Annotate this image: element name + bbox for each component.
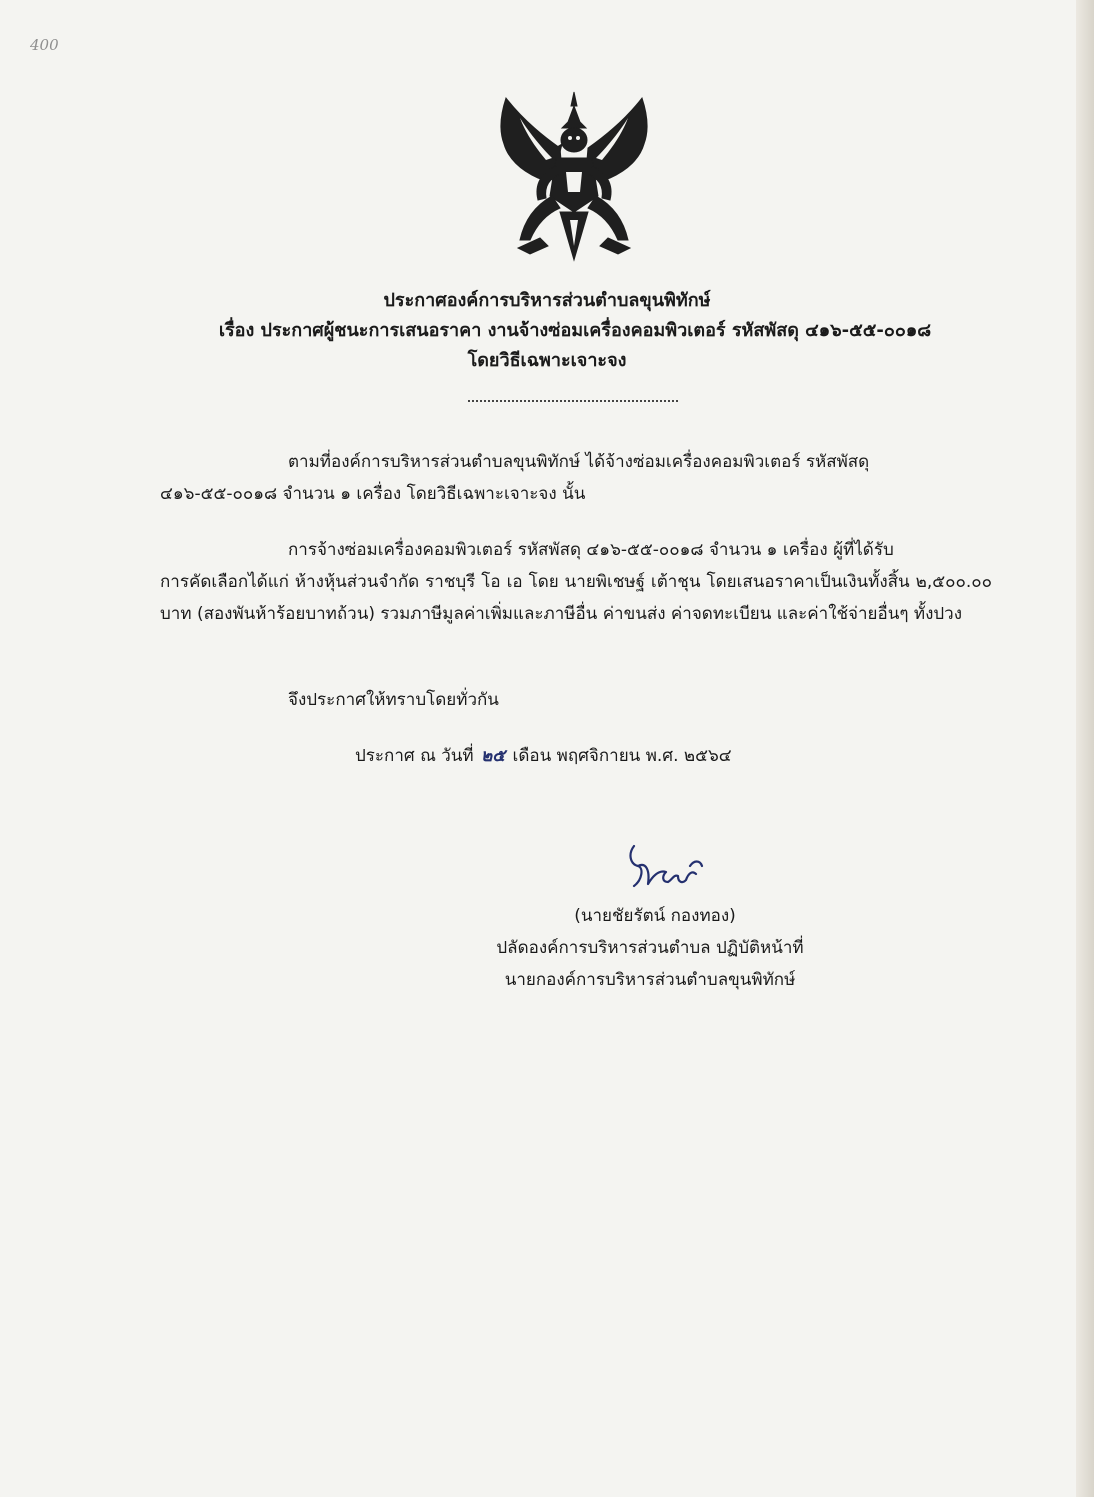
header-divider <box>468 400 678 402</box>
date-month-year: เดือน พฤศจิกายน พ.ศ. ๒๕๖๔ <box>512 746 732 766</box>
corner-handwritten-mark: 400 <box>30 36 59 54</box>
signatory-position: ปลัดองค์การบริหารส่วนตำบล ปฏิบัติหน้าที่ <box>496 938 804 958</box>
announcement-title: ประกาศองค์การบริหารส่วนตำบลขุนพิทักษ์ <box>383 290 711 311</box>
page-edge <box>1076 0 1094 1497</box>
announcement-header <box>0 286 1094 376</box>
signature-icon <box>620 840 710 892</box>
announcement-subject: เรื่อง ประกาศผู้ชนะการเสนอราคา งานจ้างซ่อมเครื่องคอมพิวเตอร์ รหัสพัสดุ ๔๑๖-๕๕-๐๐๑๘ <box>218 320 932 341</box>
paragraph-continuation: การคัดเลือกได้แก่ ห้างหุ้นส่วนจำกัด ราชบุรี โอ เอ โดย นายพิเชษฐ์ เต้าชุน โดยเสนอราคาเป็นเงินทั้งสิ้น ๒,๕๐๐.๐๐ บาท (สองพันห้าร้อยบาทถ้วน) รวมภาษีมูลค่าเพิ่มและภาษีอื่น ค่าขนส่ง ค่าจดทะเบียน และค่าใช้จ่ายอื่นๆ ทั้งปวง <box>160 572 992 624</box>
garuda-emblem-icon <box>490 88 658 266</box>
signatory-block <box>440 900 860 996</box>
signatory-acting-position: นายกองค์การบริหารส่วนตำบลขุนพิทักษ์ <box>504 970 796 990</box>
paragraph-winner <box>160 534 992 630</box>
paragraph-first-line: ตามที่องค์การบริหารส่วนตำบลขุนพิทักษ์ ได้จ้างซ่อมเครื่องคอมพิวเตอร์ รหัสพัสดุ <box>288 452 870 472</box>
closing-statement: จึงประกาศให้ทราบโดยทั่วกัน <box>288 690 499 710</box>
date-prefix: ประกาศ ณ วันที่ <box>355 746 474 766</box>
signatory-name: (นายชัยรัตน์ กองทอง) <box>574 906 736 926</box>
announcement-date <box>355 742 732 769</box>
paragraph-continuation: ๔๑๖-๕๕-๐๐๑๘ จำนวน ๑ เครื่อง โดยวิธีเฉพาะเจาะจง นั้น <box>160 484 586 504</box>
paragraph-procurement <box>160 446 992 510</box>
paragraph-first-line: การจ้างซ่อมเครื่องคอมพิวเตอร์ รหัสพัสดุ ๔๑๖-๕๕-๐๐๑๘ จำนวน ๑ เครื่อง ผู้ที่ได้รับ <box>288 540 894 560</box>
procurement-method: โดยวิธีเฉพาะเจาะจง <box>467 350 627 371</box>
date-day: ๒๕ <box>481 746 506 766</box>
